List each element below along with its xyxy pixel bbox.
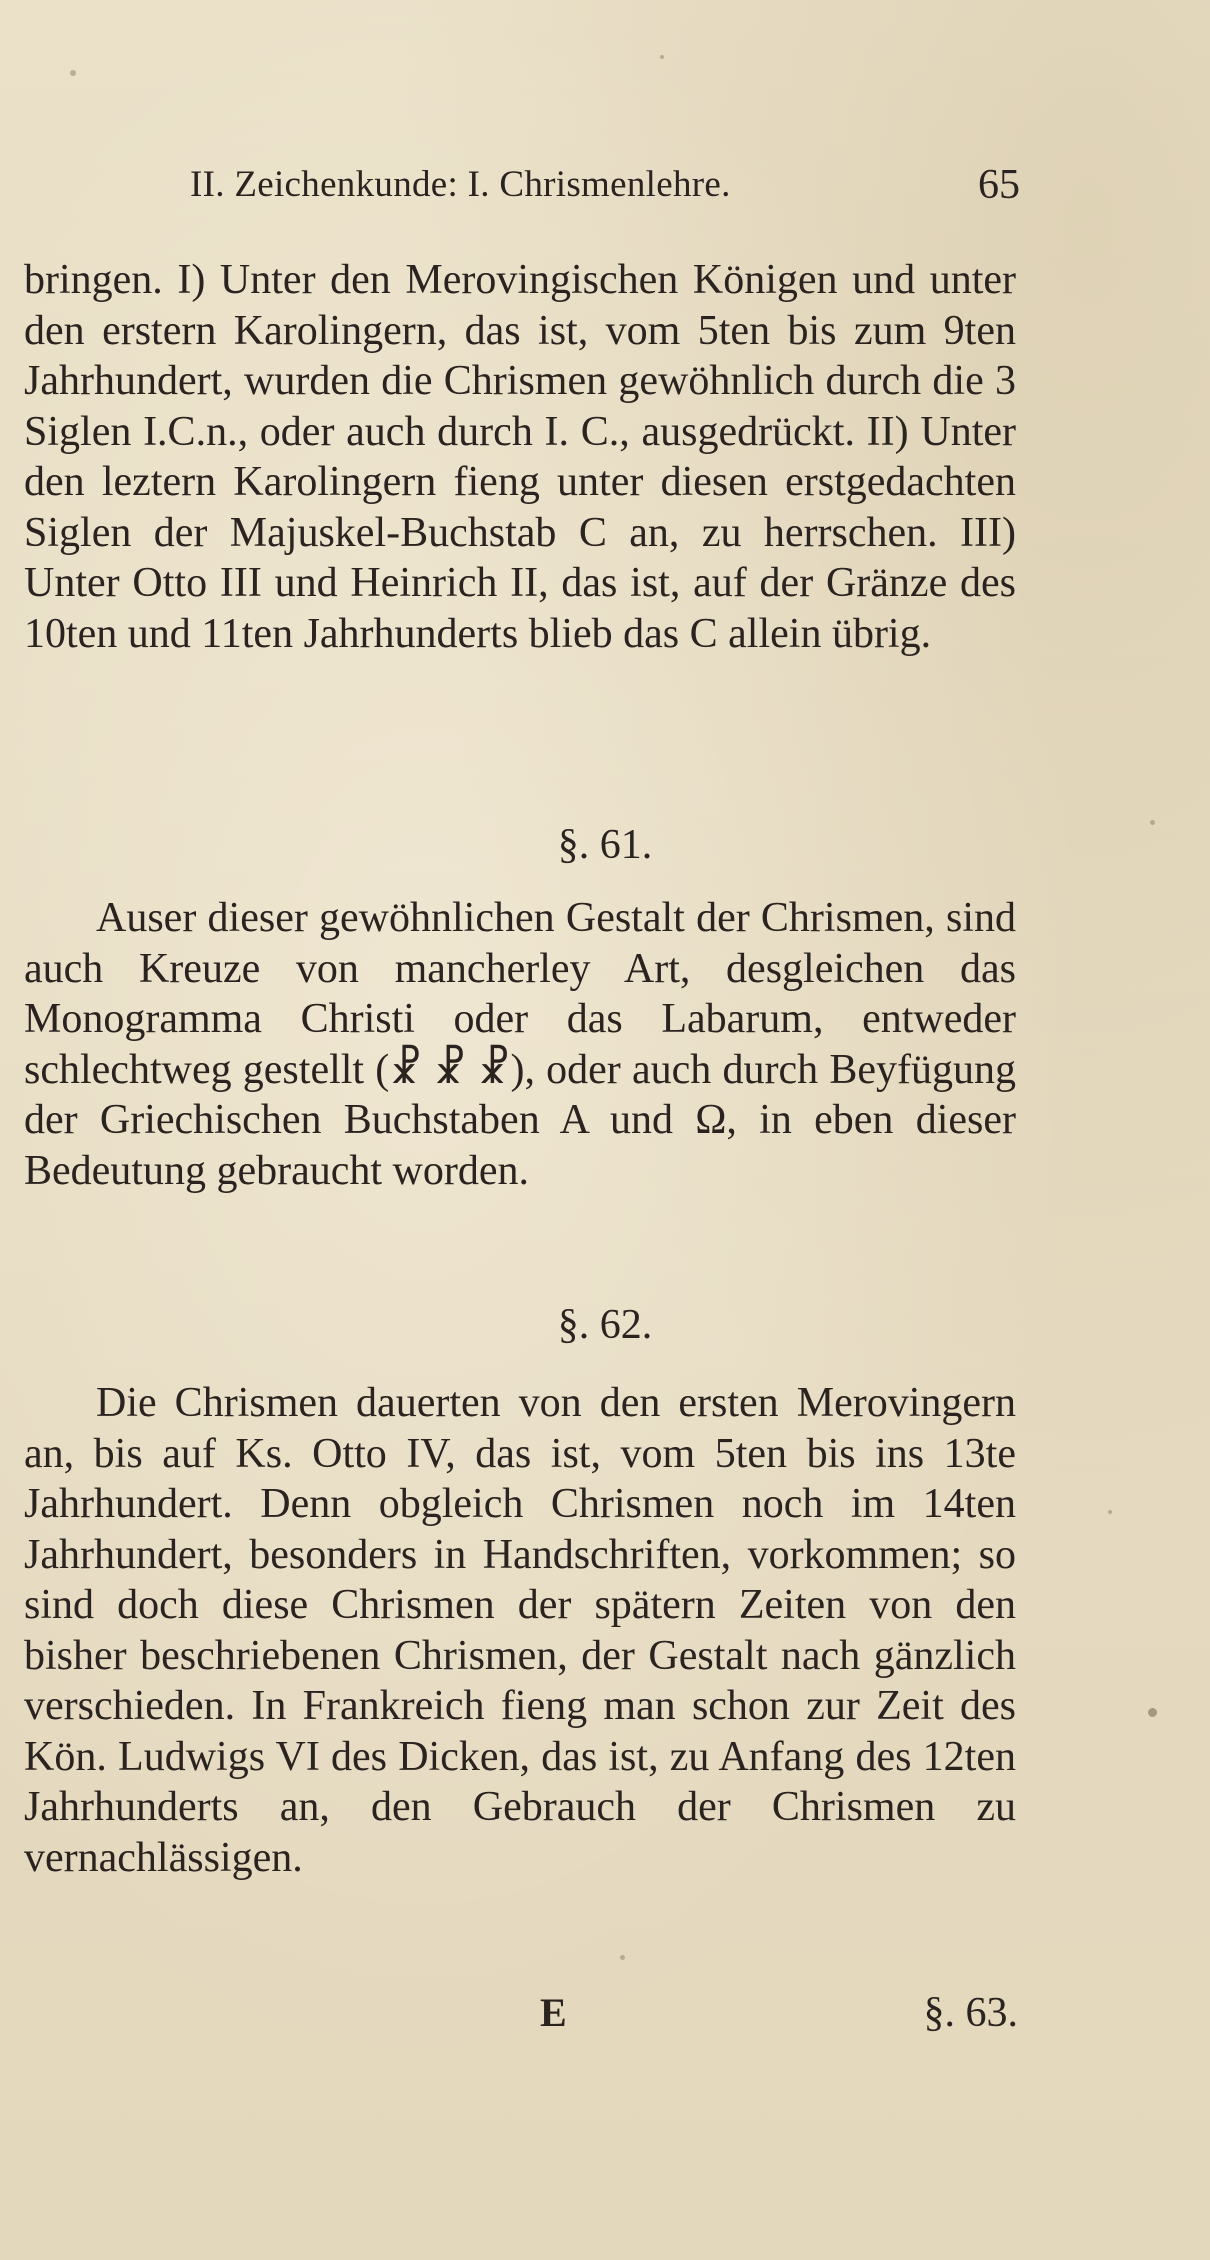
section-heading-61: §. 61. [557, 822, 653, 868]
section-heading-62: §. 62. [557, 1302, 653, 1348]
paper-speck [620, 1955, 625, 1960]
running-head [190, 160, 1020, 210]
paragraph-text: Die Chrismen dauerten von den ersten Merovingern an, bis auf Ks. Otto IV, das ist, vom 5ten bis ins 13te Jahrhundert. Denn obgleich Chrismen noch im 14ten Jahrhundert, besonders in Handschriften, vorkommen; so sind doch diese Chrismen der spätern Zeiten von den bisher beschriebenen Chrismen, der Gestalt nach gänzlich verschieden. In Frankreich fieng man schon zur Zeit des Kön. Ludwigs VI des Dicken, das ist, zu Anfang des 12ten Jahrhunderts an, den Gebrauch der Chrismen zu vernachlässigen. [24, 1380, 1016, 1881]
paper-speck [660, 55, 664, 59]
paragraph-text: bringen. I) Unter den Merovingischen Königen und unter den erstern Karolingern, das ist, vom 5ten bis zum 9ten Jahrhundert, wurden die Chrismen gewöhnlich durch die 3 Siglen I.C.n., oder auch durch I. C., ausgedrückt. II) Unter den leztern Karolingern fieng unter diesen erstgedachten Siglen der Majuskel-Buchstab C an, zu herrschen. III) Unter Otto III und Heinrich II, das ist, auf der Gränze des 10ten und 11ten Jahrhunderts blieb das C allein übrig. [24, 257, 1016, 657]
page-number: 65 [978, 162, 1020, 208]
paper-speck [1148, 1708, 1157, 1717]
catchword: §. 63. [923, 1990, 1018, 2036]
section-62-body [24, 1378, 1016, 1883]
paper-speck [70, 70, 76, 76]
paragraph-text: Auser dieser gewöhnlichen Gestalt der Chrismen, sind auch Kreuze von mancherley Art, desgleichen das Monogramma Christi oder das Labarum, entweder schlechtweg gestellt (☧ ☧ ☧), oder auch durch Beyfügung der Griechischen Buchstaben A und Ω, in eben dieser Bedeutung gebraucht worden. [24, 895, 1016, 1194]
paragraph-continued [24, 255, 1016, 659]
signature-mark: E [540, 1990, 567, 2035]
running-head-title: II. Zeichenkunde: I. Chrismenlehre. [190, 164, 731, 205]
paper-speck [1108, 1510, 1112, 1514]
section-61-body [24, 893, 1016, 1196]
